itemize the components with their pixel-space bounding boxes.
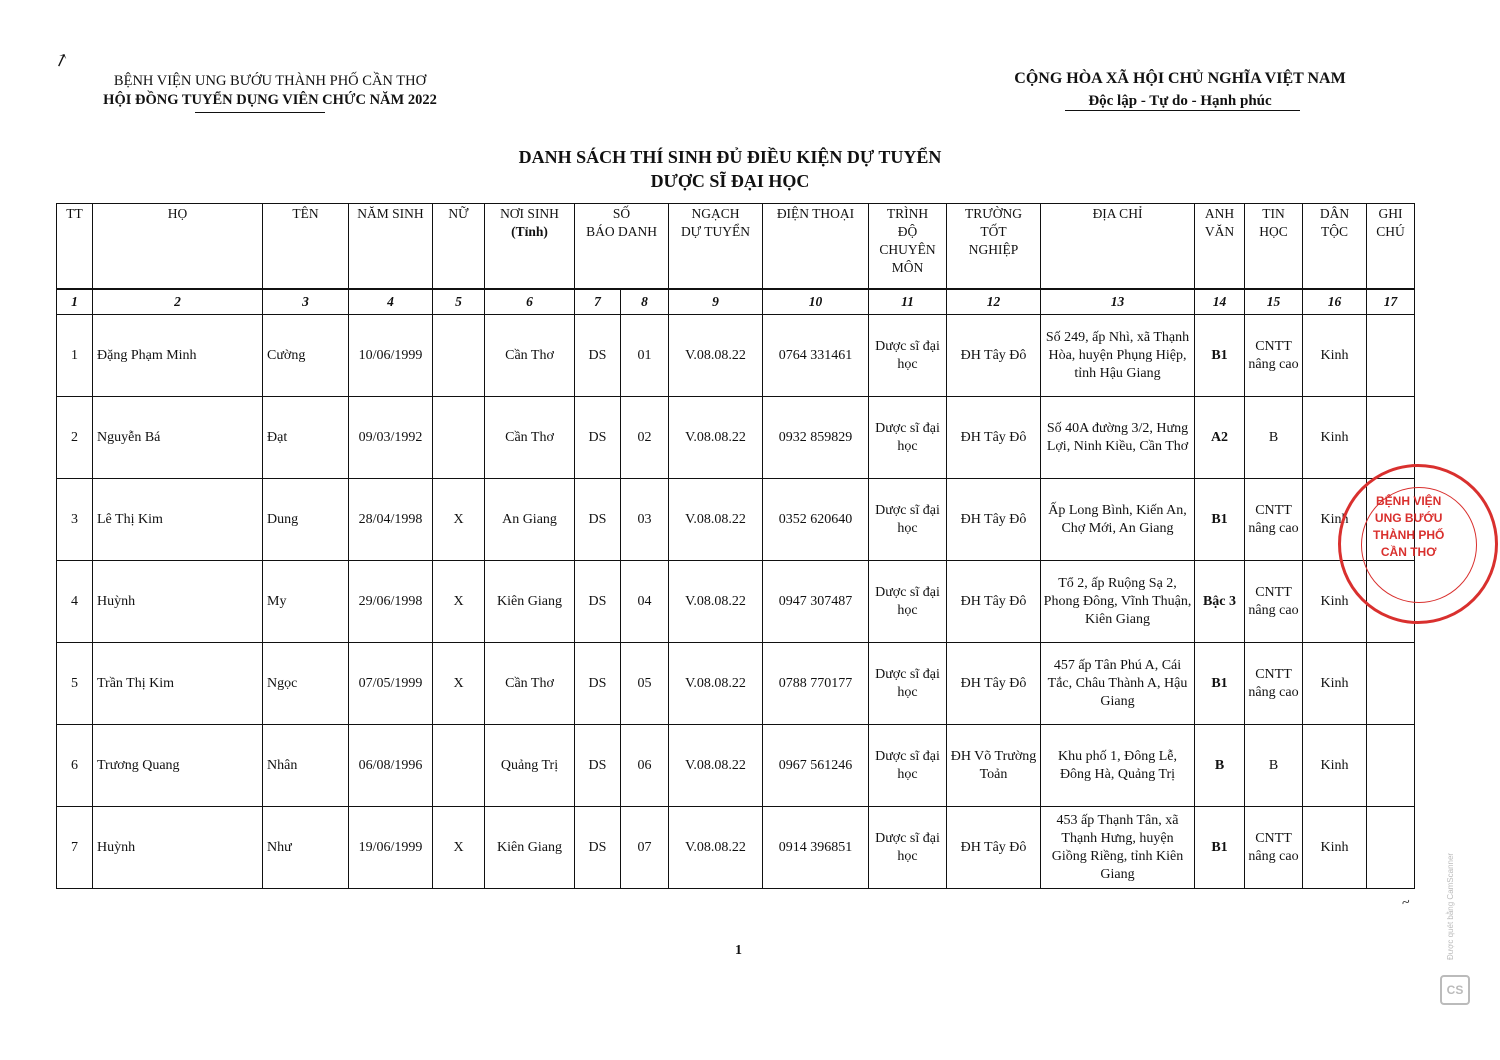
cell-ghi-chu [1367,643,1415,725]
col-header-ngach: NGẠCH DỰ TUYỂN [669,204,763,290]
col-number: 5 [433,289,485,315]
scanner-caption: Được quét bằng CamScanner [1446,852,1455,960]
cell-noi-sinh: Kiên Giang [485,561,575,643]
cell-nam-sinh: 06/08/1996 [349,725,433,807]
cell-dia-chi: 453 ấp Thạnh Tân, xã Thạnh Hưng, huyện Giồng Riềng, tỉnh Kiên Giang [1041,807,1195,889]
title-line2: DƯỢC SĨ ĐẠI HỌC [650,171,810,191]
col-header-truong: TRƯỜNG TỐT NGHIỆP [947,204,1041,290]
cell-sbd-a: DS [575,643,621,725]
cell-dan-toc: Kinh [1303,725,1367,807]
col-number: 13 [1041,289,1195,315]
cell-sbd-b: 02 [621,397,669,479]
col-number: 9 [669,289,763,315]
cell-dia-chi: Số 249, ấp Nhì, xã Thạnh Hòa, huyện Phụng Hiệp, tỉnh Hậu Giang [1041,315,1195,397]
cell-nu: X [433,807,485,889]
column-number-row [57,289,1415,315]
cell-nam-sinh: 28/04/1998 [349,479,433,561]
cell-ghi-chu [1367,725,1415,807]
document-title [420,145,1040,193]
col-number: 2 [93,289,263,315]
cell-ghi-chu [1367,315,1415,397]
cell-dan-toc: Kinh [1303,315,1367,397]
cell-dan-toc: Kinh [1303,643,1367,725]
cell-dia-chi: Tổ 2, ấp Ruộng Sạ 2, Phong Đông, Vĩnh Thuận, Kiên Giang [1041,561,1195,643]
cell-truong: ĐH Tây Đô [947,397,1041,479]
table-row [57,725,1415,807]
cell-tt: 6 [57,725,93,807]
cell-tt: 2 [57,397,93,479]
header-left-line1: BỆNH VIỆN UNG BƯỚU THÀNH PHỐ CẦN THƠ [113,73,427,89]
col-header-nam-sinh: NĂM SINH [349,204,433,290]
col-header-dia-chi: ĐỊA CHỈ [1041,204,1195,290]
col-header-tin-hoc: TIN HỌC [1245,204,1303,290]
cell-sbd-a: DS [575,479,621,561]
col-header-nu: NỮ [433,204,485,290]
col-number: 17 [1367,289,1415,315]
cell-nu [433,315,485,397]
col-number: 11 [869,289,947,315]
cell-trinh-do: Dược sĩ đại học [869,479,947,561]
cell-dia-chi: Số 40A đường 3/2, Hưng Lợi, Ninh Kiều, Cần Thơ [1041,397,1195,479]
cell-tt: 7 [57,807,93,889]
cell-ghi-chu [1367,807,1415,889]
cell-anh-van: B1 [1195,315,1245,397]
cell-ten: Nhân [263,725,349,807]
cell-noi-sinh: Cần Thơ [485,397,575,479]
cell-dan-toc: Kinh [1303,807,1367,889]
header-right [990,68,1370,112]
cell-dien-thoai: 0788 770177 [763,643,869,725]
cell-ngach: V.08.08.22 [669,807,763,889]
cell-sbd-a: DS [575,561,621,643]
cell-dien-thoai: 0932 859829 [763,397,869,479]
col-header-tt: TT [57,204,93,290]
cell-dia-chi: 457 ấp Tân Phú A, Cái Tắc, Châu Thành A, Hậu Giang [1041,643,1195,725]
col-header-trinh-do: TRÌNH ĐỘ CHUYÊN MÔN [869,204,947,290]
cell-trinh-do: Dược sĩ đại học [869,725,947,807]
col-header-dan-toc: DÂN TỘC [1303,204,1367,290]
col-header-ho: HỌ [93,204,263,290]
cell-tin-hoc: CNTT nâng cao [1245,315,1303,397]
cell-tt: 4 [57,561,93,643]
cell-dan-toc: Kinh [1303,479,1367,561]
cell-noi-sinh: Cần Thơ [485,643,575,725]
cell-ngach: V.08.08.22 [669,643,763,725]
table-header-row [57,204,1415,290]
cell-trinh-do: Dược sĩ đại học [869,315,947,397]
cell-trinh-do: Dược sĩ đại học [869,561,947,643]
cell-ten: My [263,561,349,643]
col-header-anh-van: ANH VĂN [1195,204,1245,290]
cell-ten: Dung [263,479,349,561]
cell-nam-sinh: 29/06/1998 [349,561,433,643]
cell-truong: ĐH Võ Trường Toản [947,725,1041,807]
cell-truong: ĐH Tây Đô [947,643,1041,725]
cell-ngach: V.08.08.22 [669,397,763,479]
cell-noi-sinh: Quảng Trị [485,725,575,807]
cell-anh-van: B1 [1195,479,1245,561]
cell-ho: Đặng Phạm Minh [93,315,263,397]
cell-dan-toc: Kinh [1303,397,1367,479]
cell-ten: Như [263,807,349,889]
cell-tin-hoc: CNTT nâng cao [1245,807,1303,889]
cell-ho: Trần Thị Kim [93,643,263,725]
cell-nu: X [433,643,485,725]
cell-tt: 1 [57,315,93,397]
cell-anh-van: Bậc 3 [1195,561,1245,643]
col-number: 16 [1303,289,1367,315]
cell-dien-thoai: 0967 561246 [763,725,869,807]
col-number: 15 [1245,289,1303,315]
cell-nam-sinh: 07/05/1999 [349,643,433,725]
cell-dan-toc: Kinh [1303,561,1367,643]
cell-noi-sinh: An Giang [485,479,575,561]
cell-anh-van: A2 [1195,397,1245,479]
col-number: 6 [485,289,575,315]
cell-anh-van: B [1195,725,1245,807]
cell-tin-hoc: CNTT nâng cao [1245,643,1303,725]
cell-tin-hoc: B [1245,397,1303,479]
cell-truong: ĐH Tây Đô [947,479,1041,561]
official-stamp [1338,464,1498,624]
camscanner-logo: CS [1440,975,1470,1005]
table-row [57,561,1415,643]
col-number: 12 [947,289,1041,315]
cell-anh-van: B1 [1195,643,1245,725]
cell-dia-chi: Khu phố 1, Đông Lễ, Đông Hà, Quảng Trị [1041,725,1195,807]
page-number: 1 [735,943,742,958]
cell-sbd-b: 05 [621,643,669,725]
cell-noi-sinh: Kiên Giang [485,807,575,889]
cell-ngach: V.08.08.22 [669,725,763,807]
cell-truong: ĐH Tây Đô [947,315,1041,397]
cell-ten: Ngọc [263,643,349,725]
cell-sbd-a: DS [575,397,621,479]
cell-nu: X [433,561,485,643]
col-header-ten: TÊN [263,204,349,290]
cell-anh-van: B1 [1195,807,1245,889]
handwritten-mark: ↗ [50,48,72,73]
cell-ho: Lê Thị Kim [93,479,263,561]
header-left-underline [195,112,325,113]
cell-tin-hoc: B [1245,725,1303,807]
cell-nu: X [433,479,485,561]
cell-dien-thoai: 0947 307487 [763,561,869,643]
col-number: 10 [763,289,869,315]
col-number: 7 [575,289,621,315]
table-row [57,643,1415,725]
col-header-noi-sinh: NƠI SINH (Tỉnh) [485,204,575,290]
cell-ho: Huỳnh [93,561,263,643]
cell-nam-sinh: 10/06/1999 [349,315,433,397]
cell-dien-thoai: 0764 331461 [763,315,869,397]
cell-tin-hoc: CNTT nâng cao [1245,479,1303,561]
cell-sbd-b: 06 [621,725,669,807]
table-row [57,479,1415,561]
table-row [57,315,1415,397]
header-right-underline [1065,110,1300,111]
table-row [57,807,1415,889]
cell-nu [433,397,485,479]
header-left-line2: HỘI ĐỒNG TUYỂN DỤNG VIÊN CHỨC NĂM 2022 [103,92,437,108]
col-number: 14 [1195,289,1245,315]
cell-nam-sinh: 09/03/1992 [349,397,433,479]
cell-sbd-a: DS [575,315,621,397]
cell-trinh-do: Dược sĩ đại học [869,807,947,889]
col-header-ghi-chu: GHI CHÚ [1367,204,1415,290]
candidate-table [56,203,1415,889]
table-row [57,397,1415,479]
cell-dien-thoai: 0914 396851 [763,807,869,889]
signature-mark: ~ [1399,894,1412,912]
cell-tt: 3 [57,479,93,561]
cell-dia-chi: Ấp Long Bình, Kiến An, Chợ Mới, An Giang [1041,479,1195,561]
cell-sbd-b: 03 [621,479,669,561]
col-header-dien-thoai: ĐIỆN THOẠI [763,204,869,290]
cell-truong: ĐH Tây Đô [947,807,1041,889]
cell-truong: ĐH Tây Đô [947,561,1041,643]
col-number: 1 [57,289,93,315]
header-left [60,72,480,110]
cell-ngach: V.08.08.22 [669,479,763,561]
cell-tin-hoc: CNTT nâng cao [1245,561,1303,643]
cell-ho: Nguyễn Bá [93,397,263,479]
cell-nu [433,725,485,807]
cell-ten: Đạt [263,397,349,479]
cell-ngach: V.08.08.22 [669,315,763,397]
cell-nam-sinh: 19/06/1999 [349,807,433,889]
col-number: 8 [621,289,669,315]
cell-ho: Trương Quang [93,725,263,807]
cell-trinh-do: Dược sĩ đại học [869,397,947,479]
cell-trinh-do: Dược sĩ đại học [869,643,947,725]
cell-sbd-a: DS [575,725,621,807]
title-line1: DANH SÁCH THÍ SINH ĐỦ ĐIỀU KIỆN DỰ TUYỂN [518,147,942,167]
cell-noi-sinh: Cần Thơ [485,315,575,397]
cell-sbd-b: 01 [621,315,669,397]
cell-dien-thoai: 0352 620640 [763,479,869,561]
stamp-text: BỆNH VIỆN UNG BƯỚU THÀNH PHỐ CẦN THƠ [1373,494,1445,559]
cell-sbd-b: 04 [621,561,669,643]
cell-ngach: V.08.08.22 [669,561,763,643]
header-right-line2: Độc lập - Tự do - Hạnh phúc [1088,93,1272,109]
col-number: 3 [263,289,349,315]
col-number: 4 [349,289,433,315]
cell-sbd-b: 07 [621,807,669,889]
cell-tt: 5 [57,643,93,725]
col-header-so-bao-danh: SỐ BÁO DANH [575,204,669,290]
cell-ho: Huỳnh [93,807,263,889]
cell-ten: Cường [263,315,349,397]
cell-sbd-a: DS [575,807,621,889]
header-right-line1: CỘNG HÒA XÃ HỘI CHỦ NGHĨA VIỆT NAM [1014,70,1346,87]
